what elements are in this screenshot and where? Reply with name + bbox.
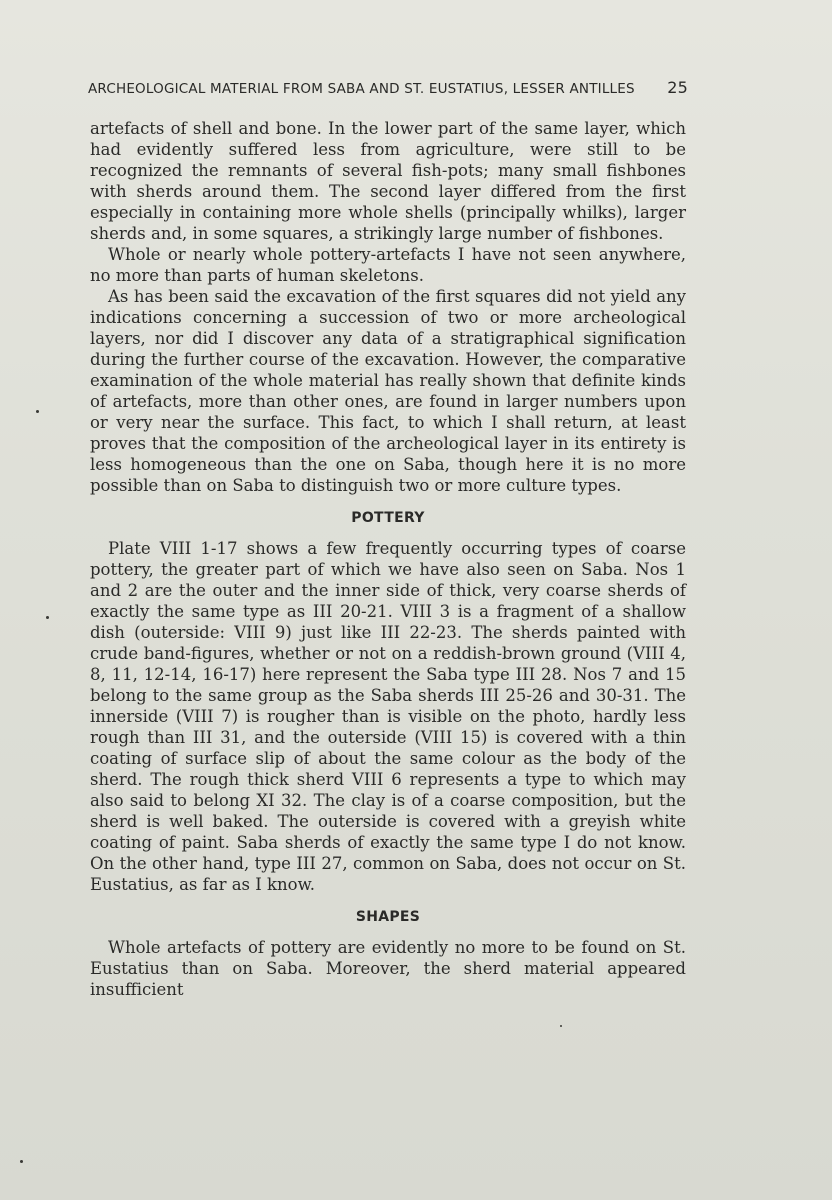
paper-speck bbox=[36, 410, 39, 413]
page-number: 25 bbox=[667, 78, 688, 97]
paper-speck bbox=[46, 616, 49, 619]
paragraph-excavation: As has been said the excavation of the first squares did not yield any indications concerning a succession of two or more archeological layers, nor did I discover any data of a stratigraphical signification during the further course of the excavation. However, the comparative examination of the whole material has really shown that definite kinds of artefacts, more than other ones, are found in larger numbers upon or very near the surface. This fact, to which I shall return, at least proves that the composition of the archeological layer in its entirety is less homogeneous than the one on Saba, though here it is no more possible than on Saba to distinguish two or more culture types. bbox=[90, 287, 686, 495]
running-title: ARCHEOLOGICAL MATERIAL FROM SABA AND ST. EUSTATIUS, LESSER ANTILLES bbox=[88, 81, 635, 97]
paragraph-pottery: Plate VIII 1-17 shows a few frequently occurring types of coarse pottery, the greater part of which we have also seen on Saba. Nos 1 and 2 are the outer and the inner side of thick, very coarse sherds of exactly the same type as III 20-21. VIII 3 is a fragment of a shallow dish (outerside: VIII 9) just like III 22-23. The sherds painted with crude band-figures, whether or not on a reddish-brown ground (VIII 4, 8, 11, 12-14, 16-17) here represent the Saba type III 28. Nos 7 and 15 belong to the same group as the Saba sherds III 25-26 and 30-31. The innerside (VIII 7) is rougher than is visible on the photo, hardly less rough than III 31, and the outerside (VIII 15) is covered with a thin coating of surface slip of about the same colour as the body of the sherd. The rough thick sherd VIII 6 represents a type to which may also said to belong XI 32. The clay is of a coarse composition, but the sherd is well baked. The outerside is covered with a greyish white coating of paint. Saba sherds of exactly the same type I do not know. On the other hand, type III 27, common on Saba, does not occur on St. Eustatius, as far as I know. bbox=[90, 539, 686, 894]
section-heading-pottery: POTTERY bbox=[351, 510, 425, 526]
paper-speck bbox=[560, 1025, 562, 1027]
paragraph-shapes: Whole artefacts of pottery are evidently no more to be found on St. Eustatius than on Saba. Moreover, the sherd material appeared insufficient bbox=[90, 938, 686, 999]
running-header bbox=[88, 78, 688, 97]
body-text bbox=[90, 118, 686, 1000]
paragraph-continuation: artefacts of shell and bone. In the lower part of the same layer, which had evidently suffered less from agriculture, were still to be recognized the remnants of several fish-pots; many small fishbones with sherds around them. The second layer differed from the first especially in containing more whole shells (principally whilks), larger sherds and, in some squares, a strikingly large number of fishbones. bbox=[90, 119, 686, 243]
paragraph-whole-artefacts: Whole or nearly whole pottery-artefacts I have not seen anywhere, no more than parts of human skeletons. bbox=[90, 245, 686, 285]
paper-speck bbox=[20, 1160, 23, 1163]
section-heading-shapes: SHAPES bbox=[355, 909, 421, 925]
